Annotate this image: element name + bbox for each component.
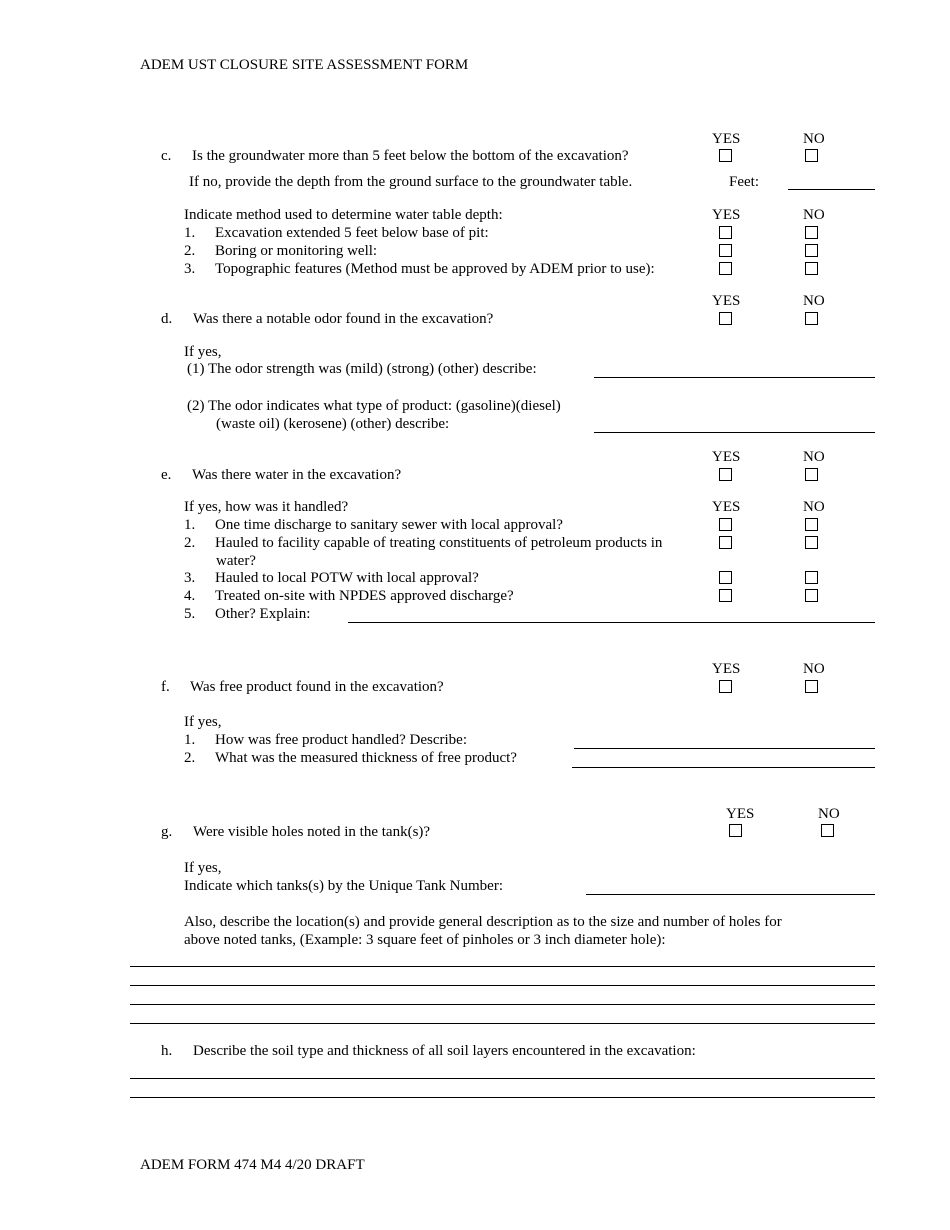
holes-answer-line[interactable]: [130, 985, 875, 986]
handled-3-yes-checkbox[interactable]: [719, 571, 732, 584]
section-d-letter: d.: [161, 311, 173, 327]
no-label: NO: [818, 806, 840, 822]
section-h-question: Describe the soil type and thickness of all soil layers encountered in the excavation:: [193, 1043, 696, 1059]
holes-description-text: Also, describe the location(s) and provide general description as to the size and number of holes for: [184, 914, 782, 930]
section-d-no-checkbox[interactable]: [805, 312, 818, 325]
form-footer: ADEM FORM 474 M4 4/20 DRAFT: [140, 1157, 365, 1173]
section-g-yes-checkbox[interactable]: [729, 824, 742, 837]
other-explain-input-line[interactable]: [348, 622, 875, 623]
handled-5-text: Other? Explain:: [215, 606, 311, 622]
free-product-2-num: 2.: [184, 750, 196, 766]
method-2-num: 2.: [184, 243, 196, 259]
section-c-no-checkbox[interactable]: [805, 149, 818, 162]
handled-3-text: Hauled to local POTW with local approval?: [215, 570, 479, 586]
method-1-text: Excavation extended 5 feet below base of pit:: [215, 225, 489, 241]
handled-2-num: 2.: [184, 535, 196, 551]
handled-2-yes-checkbox[interactable]: [719, 536, 732, 549]
free-product-1-text: How was free product handled? Describe:: [215, 732, 467, 748]
section-c-letter: c.: [161, 148, 172, 164]
section-e-question: Was there water in the excavation?: [192, 467, 402, 483]
yes-label: YES: [712, 449, 741, 465]
odor-strength-input-line[interactable]: [594, 377, 875, 378]
handled-4-num: 4.: [184, 588, 196, 604]
feet-input-line[interactable]: [788, 189, 875, 190]
method-2-yes-checkbox[interactable]: [719, 244, 732, 257]
yes-label: YES: [726, 806, 755, 822]
yes-label: YES: [712, 293, 741, 309]
holes-answer-line[interactable]: [130, 966, 875, 967]
handled-2-no-checkbox[interactable]: [805, 536, 818, 549]
method-2-text: Boring or monitoring well:: [215, 243, 378, 259]
tank-number-input-line[interactable]: [586, 894, 875, 895]
yes-label: YES: [712, 207, 741, 223]
no-label: NO: [803, 207, 825, 223]
section-g-ifyes: If yes,: [184, 860, 222, 876]
odor-product-text: (2) The odor indicates what type of product: (gasoline)(diesel): [187, 398, 561, 414]
handled-3-num: 3.: [184, 570, 196, 586]
free-product-2-text: What was the measured thickness of free product?: [215, 750, 517, 766]
form-header: ADEM UST CLOSURE SITE ASSESSMENT FORM: [140, 57, 469, 73]
handled-4-yes-checkbox[interactable]: [719, 589, 732, 602]
soil-answer-line[interactable]: [130, 1097, 875, 1098]
section-g-question: Were visible holes noted in the tank(s)?: [193, 824, 431, 840]
section-c-ifno: If no, provide the depth from the ground surface to the groundwater table.: [189, 174, 633, 190]
method-2-no-checkbox[interactable]: [805, 244, 818, 257]
method-3-text: Topographic features (Method must be approved by ADEM prior to use):: [215, 261, 655, 277]
yes-label: YES: [712, 499, 741, 515]
tank-number-text: Indicate which tanks(s) by the Unique Tank Number:: [184, 878, 504, 894]
no-label: NO: [803, 449, 825, 465]
soil-answer-line[interactable]: [130, 1078, 875, 1079]
holes-answer-line[interactable]: [130, 1023, 875, 1024]
method-3-no-checkbox[interactable]: [805, 262, 818, 275]
handled-5-num: 5.: [184, 606, 196, 622]
handled-1-text: One time discharge to sanitary sewer with local approval?: [215, 517, 563, 533]
section-h-letter: h.: [161, 1043, 173, 1059]
holes-answer-line[interactable]: [130, 1004, 875, 1005]
handled-2-text: Hauled to facility capable of treating constituents of petroleum products in: [215, 535, 663, 551]
section-d-ifyes: If yes,: [184, 344, 222, 360]
no-label: NO: [803, 499, 825, 515]
section-e-no-checkbox[interactable]: [805, 468, 818, 481]
odor-product-input-line[interactable]: [594, 432, 875, 433]
section-f-no-checkbox[interactable]: [805, 680, 818, 693]
holes-description-text-cont: above noted tanks, (Example: 3 square feet of pinholes or 3 inch diameter hole):: [184, 932, 666, 948]
no-label: NO: [803, 293, 825, 309]
odor-product-text-cont: (waste oil) (kerosene) (other) describe:: [216, 416, 450, 432]
handled-4-no-checkbox[interactable]: [805, 589, 818, 602]
handled-4-text: Treated on-site with NPDES approved discharge?: [215, 588, 514, 604]
handled-1-no-checkbox[interactable]: [805, 518, 818, 531]
method-1-no-checkbox[interactable]: [805, 226, 818, 239]
section-g-letter: g.: [161, 824, 173, 840]
method-3-yes-checkbox[interactable]: [719, 262, 732, 275]
section-d-yes-checkbox[interactable]: [719, 312, 732, 325]
handled-1-yes-checkbox[interactable]: [719, 518, 732, 531]
section-c-question: Is the groundwater more than 5 feet below the bottom of the excavation?: [192, 148, 629, 164]
handled-3-no-checkbox[interactable]: [805, 571, 818, 584]
section-f-yes-checkbox[interactable]: [719, 680, 732, 693]
method-1-yes-checkbox[interactable]: [719, 226, 732, 239]
section-e-yes-checkbox[interactable]: [719, 468, 732, 481]
yes-label: YES: [712, 661, 741, 677]
feet-label: Feet:: [729, 174, 759, 190]
free-product-thickness-input-line[interactable]: [572, 767, 875, 768]
section-f-question: Was free product found in the excavation?: [190, 679, 444, 695]
odor-strength-text: (1) The odor strength was (mild) (strong) (other) describe:: [187, 361, 537, 377]
free-product-1-num: 1.: [184, 732, 196, 748]
handled-1-num: 1.: [184, 517, 196, 533]
method-intro: Indicate method used to determine water table depth:: [184, 207, 503, 223]
section-d-question: Was there a notable odor found in the excavation?: [193, 311, 494, 327]
free-product-handled-input-line[interactable]: [574, 748, 875, 749]
no-label: NO: [803, 131, 825, 147]
section-c-yes-checkbox[interactable]: [719, 149, 732, 162]
section-e-ifyes: If yes, how was it handled?: [184, 499, 349, 515]
section-f-ifyes: If yes,: [184, 714, 222, 730]
section-e-letter: e.: [161, 467, 172, 483]
section-g-no-checkbox[interactable]: [821, 824, 834, 837]
yes-label: YES: [712, 131, 741, 147]
method-3-num: 3.: [184, 261, 196, 277]
section-f-letter: f.: [161, 679, 170, 695]
handled-2-text-cont: water?: [216, 553, 256, 569]
method-1-num: 1.: [184, 225, 196, 241]
no-label: NO: [803, 661, 825, 677]
